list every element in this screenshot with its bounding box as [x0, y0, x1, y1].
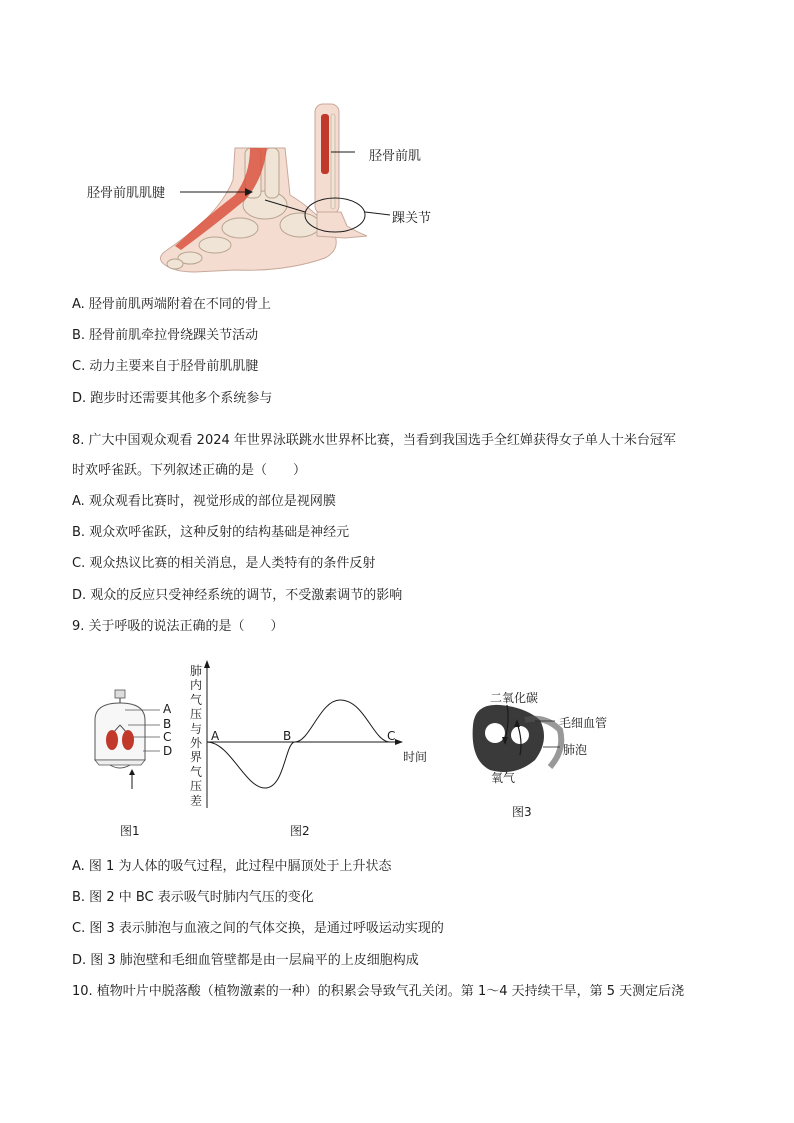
y-char: 气: [189, 764, 202, 779]
y-char: 压: [189, 779, 202, 794]
fig2-point-a: A: [211, 729, 220, 743]
fig3-label-alveolus: 肺泡: [563, 743, 588, 757]
fig1-label-c: C: [163, 730, 172, 744]
y-char: 差: [189, 793, 202, 808]
fig2-caption: 图2: [290, 824, 310, 838]
y-char: 外: [189, 736, 202, 751]
fig1-label-a: A: [163, 702, 172, 716]
q9-option-a: A. 图 1 为人体的吸气过程，此过程中膈顶处于上升状态: [72, 859, 392, 874]
q7-option-d: D. 跑步时还需要其他多个系统参与: [72, 391, 273, 406]
fig3-label-capillary: 毛细血管: [559, 716, 608, 730]
q8-option-a: A. 观众观看比赛时，视觉形成的部位是视网膜: [72, 494, 336, 509]
fig3-alveolus: [465, 685, 625, 785]
q7-option-a: A. 胫骨前肌两端附着在不同的骨上: [72, 297, 271, 312]
fig3-label-o2: 氧气: [491, 771, 516, 785]
fig1-caption: 图1: [120, 824, 140, 838]
foot-anatomy-figure: [85, 100, 445, 280]
fig2-y-axis-label: [189, 664, 203, 808]
q8-option-d: D. 观众的反应只受神经系统的调节，不受激素调节的影响: [72, 588, 403, 603]
fig2-x-axis-label: 时间: [403, 750, 428, 764]
bell-jar-illustration: [85, 685, 195, 795]
fig2-pressure-graph: [185, 660, 445, 810]
q8-stem-line2: 时欢呼雀跃。下列叙述正确的是（ ）: [72, 463, 307, 478]
q8-option-b: B. 观众欢呼雀跃，这种反射的结构基础是神经元: [72, 525, 350, 540]
label-muscle: 胫骨前肌: [369, 149, 422, 164]
fig1-bell-jar: [85, 685, 195, 795]
fig2-point-c: C: [387, 729, 396, 743]
y-char: 压: [189, 707, 202, 722]
label-tendon: 胫骨前肌肌腱: [87, 186, 166, 201]
y-char: 内: [189, 678, 202, 693]
y-char: 肺: [189, 664, 202, 678]
label-ankle: 踝关节: [392, 211, 432, 226]
y-char: 气: [189, 692, 202, 707]
fig1-label-b: B: [163, 717, 172, 731]
q9-option-d: D. 图 3 肺泡壁和毛细血管壁都是由一层扁平的上皮细胞构成: [72, 953, 419, 968]
q7-option-b: B. 胫骨前肌牵拉骨绕踝关节活动: [72, 328, 259, 343]
q9-option-b: B. 图 2 中 BC 表示吸气时肺内气压的变化: [72, 890, 314, 905]
fig1-label-d: D: [163, 744, 173, 758]
y-char: 界: [189, 750, 202, 765]
q8-stem-line1: 8. 广大中国观众观看 2024 年世界泳联跳水世界杯比赛，当看到我国选手全红婵获得女子单人十米台冠军: [72, 433, 676, 448]
y-char: 与: [189, 721, 202, 736]
q9-stem: 9. 关于呼吸的说法正确的是（ ）: [72, 619, 284, 634]
alveolus-illustration: [465, 685, 625, 785]
q8-option-c: C. 观众热议比赛的相关消息，是人类特有的条件反射: [72, 556, 376, 571]
q7-option-c: C. 动力主要来自于胫骨前肌肌腱: [72, 359, 259, 374]
q10-stem-line1: 10. 植物叶片中脱落酸（植物激素的一种）的积累会导致气孔关闭。第 1～4 天持续干旱，第 5 天测定后浇: [72, 984, 685, 999]
fig3-caption: 图3: [512, 805, 532, 819]
fig3-label-co2: 二氧化碳: [490, 691, 539, 705]
pressure-curve-plot: [185, 660, 445, 810]
tibialis-muscle-shape: [321, 114, 329, 174]
fig2-point-b: B: [283, 729, 292, 743]
q9-option-c: C. 图 3 表示肺泡与血液之间的气体交换，是通过呼吸运动实现的: [72, 921, 444, 936]
